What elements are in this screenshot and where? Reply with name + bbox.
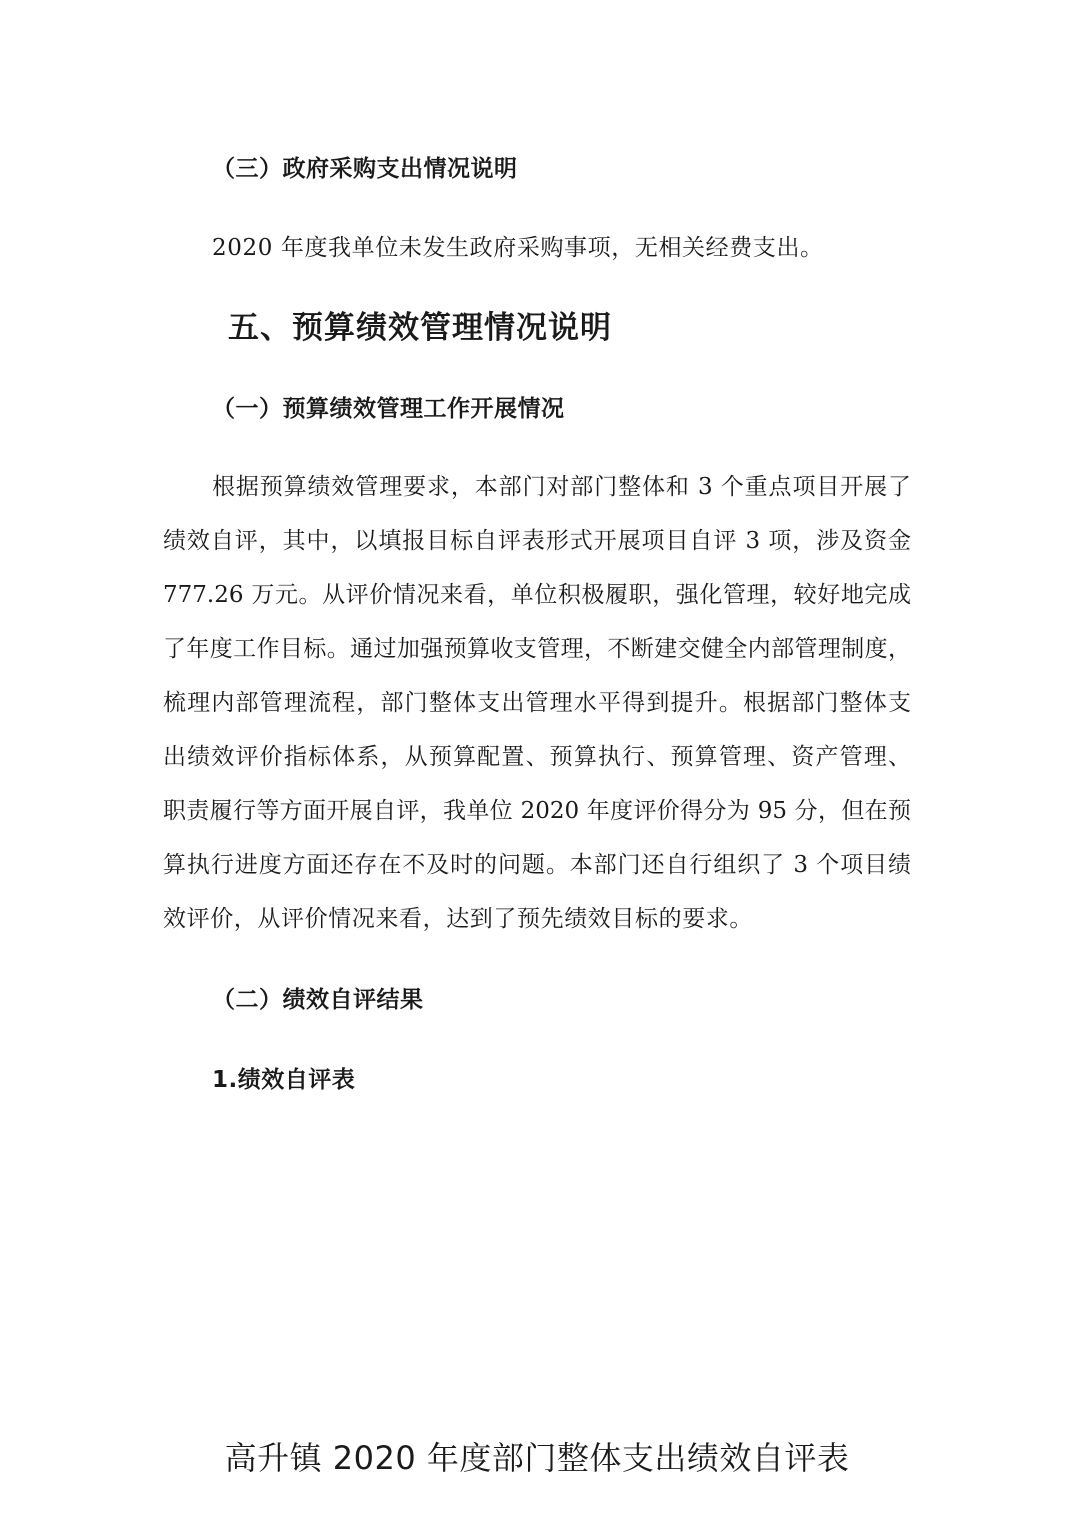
- paragraph-line: 梳理内部管理流程，部门整体支出管理水平得到提升。根据部门整体支: [163, 690, 911, 716]
- paragraph-line: 职责履行等方面开展自评，我单位 2020 年度评价得分为 95 分，但在预: [163, 798, 911, 824]
- paragraph-line: 算执行进度方面还存在不及时的问题。本部门还自行组织了 3 个项目绩: [163, 852, 911, 878]
- section-heading-government-procurement: （三）政府采购支出情况说明: [212, 156, 518, 182]
- paragraph-government-procurement: 2020 年度我单位未发生政府采购事项，无相关经费支出。: [212, 235, 824, 261]
- table-title: 高升镇 2020 年度部门整体支出绩效自评表: [224, 1439, 850, 1477]
- section-heading-performance-work: （一）预算绩效管理工作开展情况: [212, 396, 565, 422]
- paragraph-line: 效评价，从评价情况来看，达到了预先绩效目标的要求。: [163, 906, 753, 932]
- paragraph-line: 了年度工作目标。通过加强预算收支管理，不断建交健全内部管理制度，: [163, 636, 911, 662]
- section-heading-self-evaluation-results: （二）绩效自评结果: [212, 987, 424, 1013]
- paragraph-line: 根据预算绩效管理要求，本部门对部门整体和 3 个重点项目开展了: [212, 474, 911, 500]
- paragraph-line: 绩效自评，其中，以填报目标自评表形式开展项目自评 3 项，涉及资金: [163, 528, 911, 554]
- paragraph-line: 出绩效评价指标体系，从预算配置、预算执行、预算管理、资产管理、: [163, 744, 911, 770]
- chapter-heading-budget-performance: 五、预算绩效管理情况说明: [228, 310, 612, 346]
- item-heading-self-evaluation-table: 1.绩效自评表: [212, 1067, 356, 1093]
- paragraph-line: 777.26 万元。从评价情况来看，单位积极履职，强化管理，较好地完成: [163, 582, 911, 608]
